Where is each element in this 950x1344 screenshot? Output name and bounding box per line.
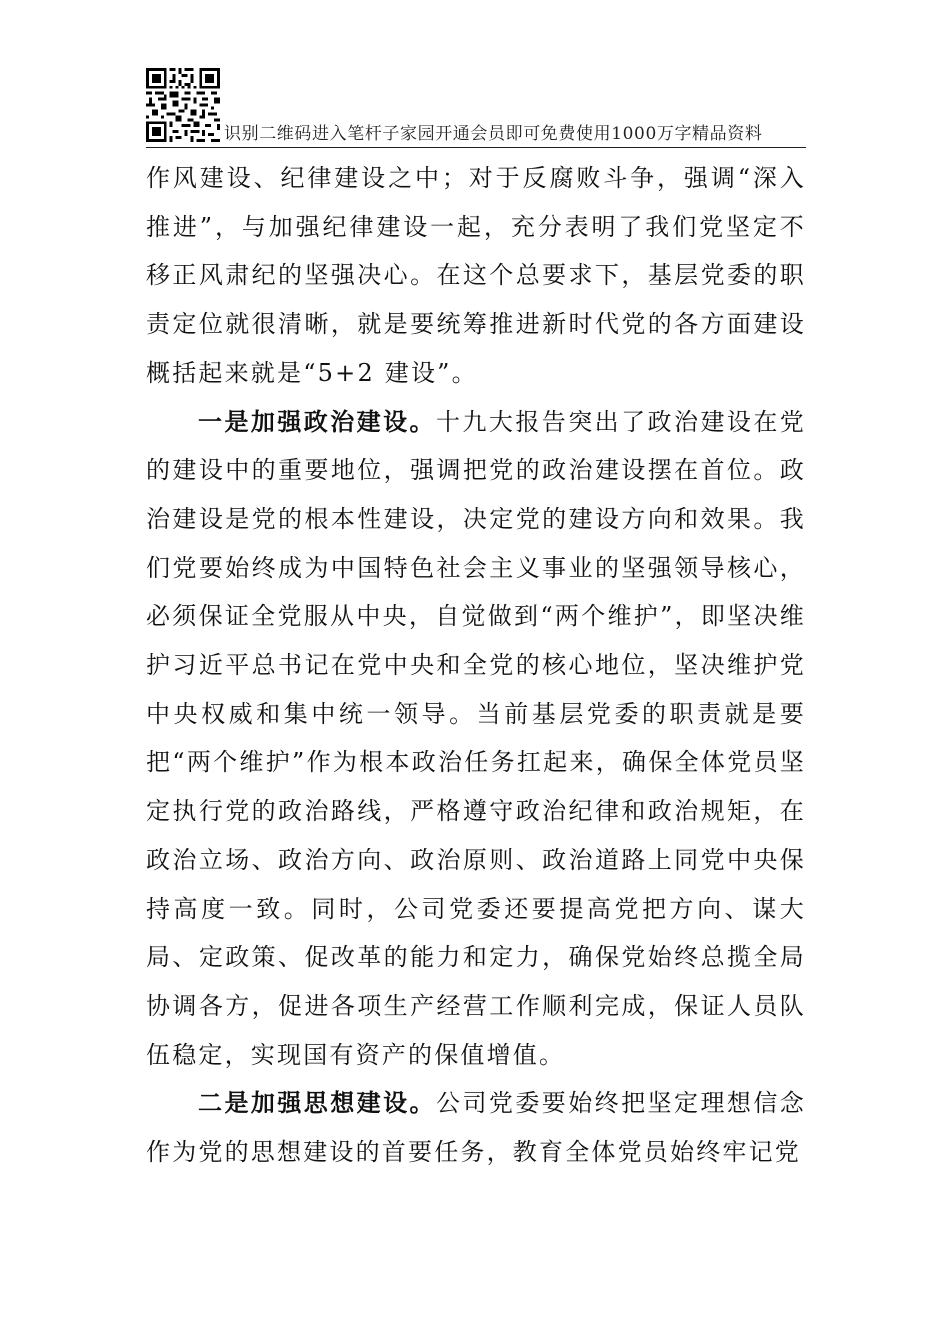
paragraph-text: 公司党委要始终把坚定理想信念作为党的思想建设的首要任务，教育全体党员始终牢记党 [146, 1089, 806, 1167]
page-header [146, 68, 806, 150]
qr-code-icon[interactable] [146, 68, 220, 142]
paragraph-heading: 二是加强思想建设。 [198, 1088, 436, 1118]
paragraph-text: 作风建设、纪律建设之中；对于反腐败斗争，强调“深入推进”，与加强纪律建设一起，充分表明了我们党坚定不移正风肃纪的坚强决心。在这个总要求下，基层党委的职责定位就很清晰，就是要统筹推进新时代党的各方面建设概括起来就是“5+2 建设”。 [146, 164, 806, 387]
paragraph-political-construction [146, 398, 806, 1080]
header-divider [146, 147, 806, 148]
promo-banner-text: 识别二维码进入笔杆子家园开通会员即可免费使用1000万字精品资料 [224, 124, 763, 144]
paragraph-continuation [146, 154, 806, 398]
document-body [146, 154, 806, 1177]
paragraph-heading: 一是加强政治建设。 [198, 406, 436, 436]
paragraph-ideological-construction [146, 1079, 806, 1176]
paragraph-text: 十九大报告突出了政治建设在党的建设中的重要地位，强调把党的政治建设摆在首位。政治建设是党的根本性建设，决定党的建设方向和效果。我们党要始终成为中国特色社会主义事业的坚强领导核心，必须保证全党服从中央，自觉做到“两个维护”，即坚决维护习近平总书记在党中央和全党的核心地位，坚决维护党中央权威和集中统一领导。当前基层党委的职责就是要把“两个维护”作为根本政治任务扛起来，确保全体党员坚定执行党的政治路线，严格遵守政治纪律和政治规矩，在政治立场、政治方向、政治原则、政治道路上同党中央保持高度一致。同时，公司党委还要提高党把方向、谋大局、定政策、促改革的能力和定力，确保党始终总揽全局协调各方，促进各项生产经营工作顺利完成，保证人员队伍稳定，实现国有资产的保值增值。 [146, 407, 806, 1069]
